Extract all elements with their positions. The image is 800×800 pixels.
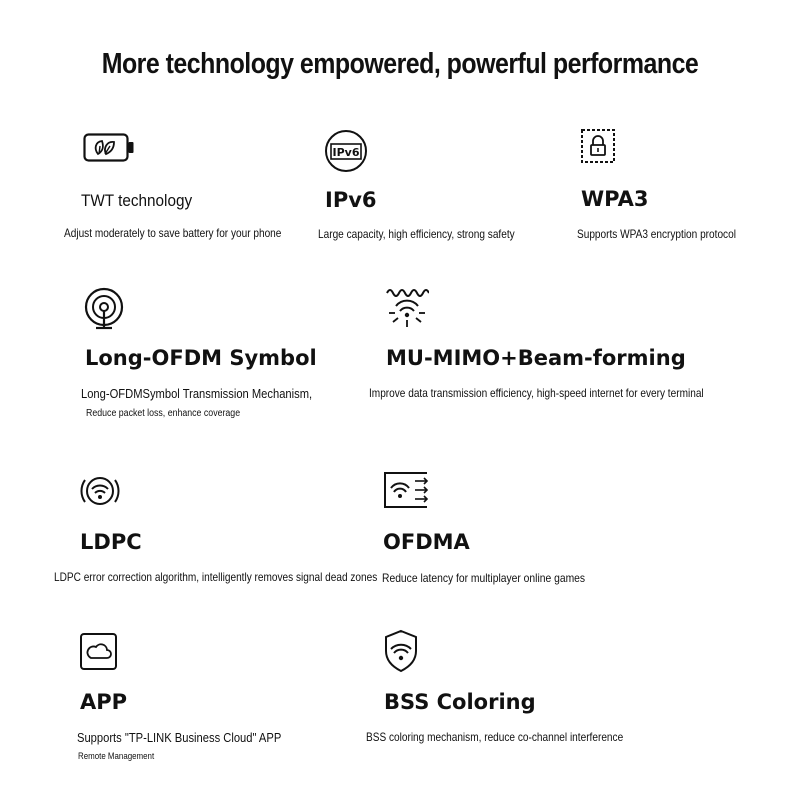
feature-desc: Adjust moderately to save battery for your phone: [64, 226, 282, 240]
feature-name: APP: [80, 690, 128, 714]
feature-desc: Supports "TP-LINK Business Cloud" APP: [77, 730, 282, 745]
feature-desc: Long-OFDMSymbol Transmission Mechanism,: [81, 386, 313, 401]
feature-name: BSS Coloring: [384, 690, 536, 714]
lock-icon: [580, 128, 616, 164]
feature-desc: Reduce latency for multiplayer online games: [382, 571, 586, 585]
feature-desc: Large capacity, high efficiency, strong safety: [318, 227, 515, 241]
feature-name: LDPC: [80, 530, 142, 554]
feature-subdesc: Reduce packet loss, enhance coverage: [86, 408, 241, 419]
antenna-icon: [83, 287, 127, 331]
cloud-icon: [80, 633, 118, 671]
feature-name: IPv6: [325, 188, 377, 212]
ipv6-icon-text: IPv6: [332, 146, 360, 159]
feature-name: Long-OFDM Symbol: [85, 346, 317, 370]
feature-subdesc: Remote Management: [78, 751, 155, 761]
feature-desc: Supports WPA3 encryption protocol: [577, 227, 736, 241]
feature-name: OFDMA: [383, 530, 470, 554]
wifi-arrows-icon: [383, 471, 431, 509]
feature-desc: BSS coloring mechanism, reduce co-channel interference: [366, 730, 624, 744]
feature-desc: LDPC error correction algorithm, intelligently removes signal dead zones: [54, 570, 378, 584]
wifi-circle-icon: [79, 470, 121, 512]
battery-leaf-icon: [83, 133, 135, 163]
feature-name: WPA3: [581, 187, 649, 211]
page-title: More technology empowered, powerful performance: [101, 48, 699, 80]
feature-name: TWT technology: [81, 191, 193, 210]
wave-wifi-icon: [385, 286, 429, 330]
ipv6-icon: [324, 129, 370, 173]
feature-name: MU-MIMO+Beam-forming: [386, 346, 686, 370]
shield-wifi-icon: [383, 629, 419, 673]
feature-desc: Improve data transmission efficiency, high-speed internet for every terminal: [369, 386, 704, 400]
